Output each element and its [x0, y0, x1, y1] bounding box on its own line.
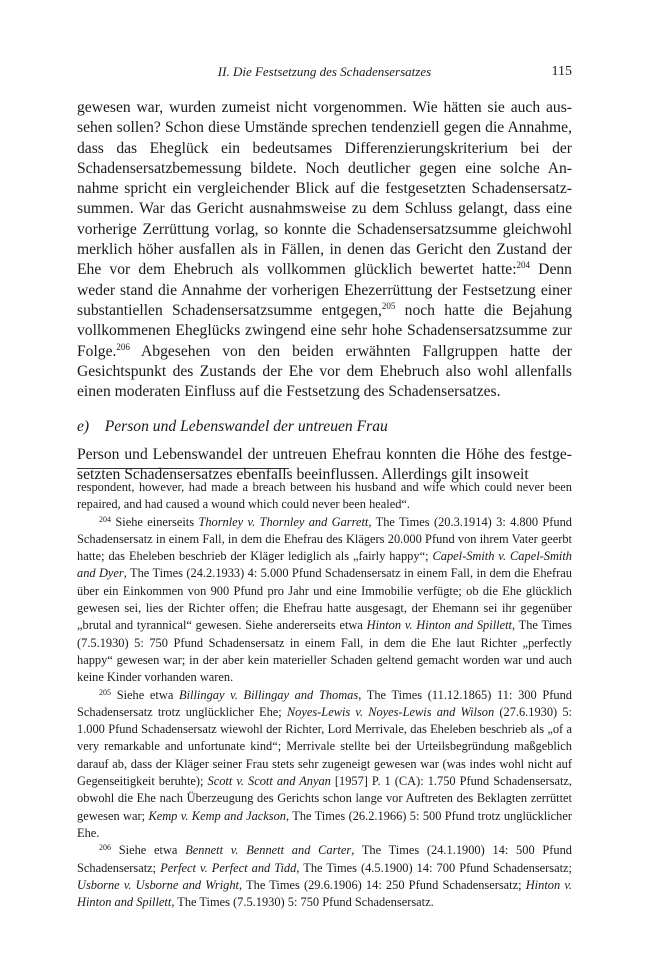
footnote-number: 205	[99, 687, 111, 697]
footnote-ref-204[interactable]: 204	[516, 260, 531, 271]
running-head: II. Die Festsetzung des Schadensersatzes	[217, 64, 432, 79]
footnotes	[77, 479, 572, 911]
footnote-number: 204	[99, 514, 111, 524]
section-heading: e) Person und Lebenswandel der untreuen Frau	[77, 418, 388, 436]
page-number: 115	[551, 64, 572, 79]
footnote-number: 206	[99, 843, 111, 853]
footnote-continuation: respondent, however, had made a breach between his husband and wife which could never been repaired, and had caused a wound which could never been healed“.	[77, 480, 572, 512]
page-header	[77, 63, 572, 81]
footnote-ref-205[interactable]: 205	[381, 300, 396, 311]
footnote-205: $^{205}$ Siehe etwa Billingay v. Billingay and Thomas, The Times (11.12.1865) 11: 300 Pfund Schadensersatz trotz unglücklicher Ehe; Noyes-Lewis v. Noyes-Lewis and Wilson (27.6.1930) 5: 1.000 Pfund Schadensersatz wiewohl der Richter, Lord Merrivale, das Eheleben beschrieb als „of a very remarkable and unfortunate kind“; Merrivale stellte bei der Urteilsbegründung maßgeblich darauf ab, dass der Kläger seiner Frau stets sehr zugeneigt gewesen war (was indes wohl nicht auf Gegenseitigkeit beruhte); Scott v. Scott and Anyan [1957] P. 1 (CA): 1.750 Pfund Schadensersatz, obwohl die Ehe nach Überzeugung des Gerichts schon lange vor Auftreten des Beklagten zerrüttet gewesen war; Kemp v. Kemp and Jackson, The Times (26.2.1966) 5: 500 Pfund trotz unglücklicher Ehe.	[77, 687, 573, 840]
footnote-204: $^{204}$ Siehe einerseits Thornley v. Thornley and Garrett, The Times (20.3.1914) 3: 4.800 Pfund Schadensersatz in einem Fall, in dem die Ehefrau des Klägers 20.000 Pfund von ihrem Vater geerbt hatte; das Eheleben beschrieb der Kläger lediglich als „fairly happy“; Capel-Smith v. Capel-Smith and Dyer, The Times (24.2.1933) 4: 5.000 Pfund Schadensersatz in einem Fall, in dem die Ehefrau über ein Einkommen von 900 Pfund pro Jahr und eine Immobilie verfügte; ob die Ehe glücklich gewesen sei, lies der Richter offen; die Ehefrau hatte ausgesagt, der Ehemann sei ihr gegenüber „brutal and tyrannical“ gewesen. Siehe andererseits etwa Hinton v. Hinton and Spillett, The Times (7.5.1930) 5: 750 Pfund Schadensersatz in einem Fall, in dem die Ehe laut Richter „perfectly happy“ gewesen war; in der aber kein materieller Schaden geltend gemacht worden war und auch keine Kinder vorhanden waren.	[77, 514, 573, 685]
footnote-separator	[77, 468, 289, 469]
main-text	[77, 98, 572, 485]
paragraph: Person und Lebenswandel der untreuen Ehefrau konnten die Höhe des festgesetzten Schadensersatzes ebenfalls beeinflussen. Allerdings gilt insoweit	[77, 445, 572, 484]
footnote-206: $^{206}$ Siehe etwa Bennett v. Bennett and Carter, The Times (24.1.1900) 14: 500 Pfund Schadensersatz; Perfect v. Perfect and Tidd, The Times (4.5.1900) 14: 700 Pfund Schadensersatz; Usborne v. Usborne and Wright, The Times (29.6.1906) 14: 250 Pfund Schadensersatz; Hinton v. Hinton and Spillett, The Times (7.5.1930) 5: 750 Pfund Schadensersatz.	[77, 843, 573, 910]
paragraph: gewesen war, wurden zumeist nicht vorgenommen. Wie hätten sie auch aussehen sollen? Schon diese Umstände sprechen tendenziell gegen die Annahme, dass das Eheglück ein bedeutsames Differenzierungskriterium bei der Schadensersatzbemessung bildete. Noch deutlicher gegen eine solche Annahme spricht ein vergleichender Blick auf die festgesetzten Schadensersatzsummen. War das Gericht ausnahmsweise zu dem Schluss gelangt, dass eine vorherige Zerrüttung vorlag, so konnte die Schadensersatzsumme gleichwohl merklich höher ausfallen als in Fällen, in denen das Gericht den Zustand der Ehe vor dem Ehebruch als vollkommen glücklich bewertet hatte:$^{204}$ Denn weder stand die Annahme der vorherigen Ehezerrüttung der Festsetzung einer substantiellen Schadensersatzsumme entgegen,$^{205}$ noch hatte die Bejahung vollkommenen Eheglücks zwingend eine sehr hohe Schadensersatzsumme zur Folge.$^{206}$ Abgesehen von den beiden erwähnten Fallgruppen hatte der Gesichtspunkt des Zustands der Ehe vor dem Ehebruch also wohl allenfalls einen moderaten Einfluss auf die Festsetzung des Schadensersatzes.	[77, 99, 572, 401]
footnote-ref-206[interactable]: 206	[116, 341, 130, 352]
